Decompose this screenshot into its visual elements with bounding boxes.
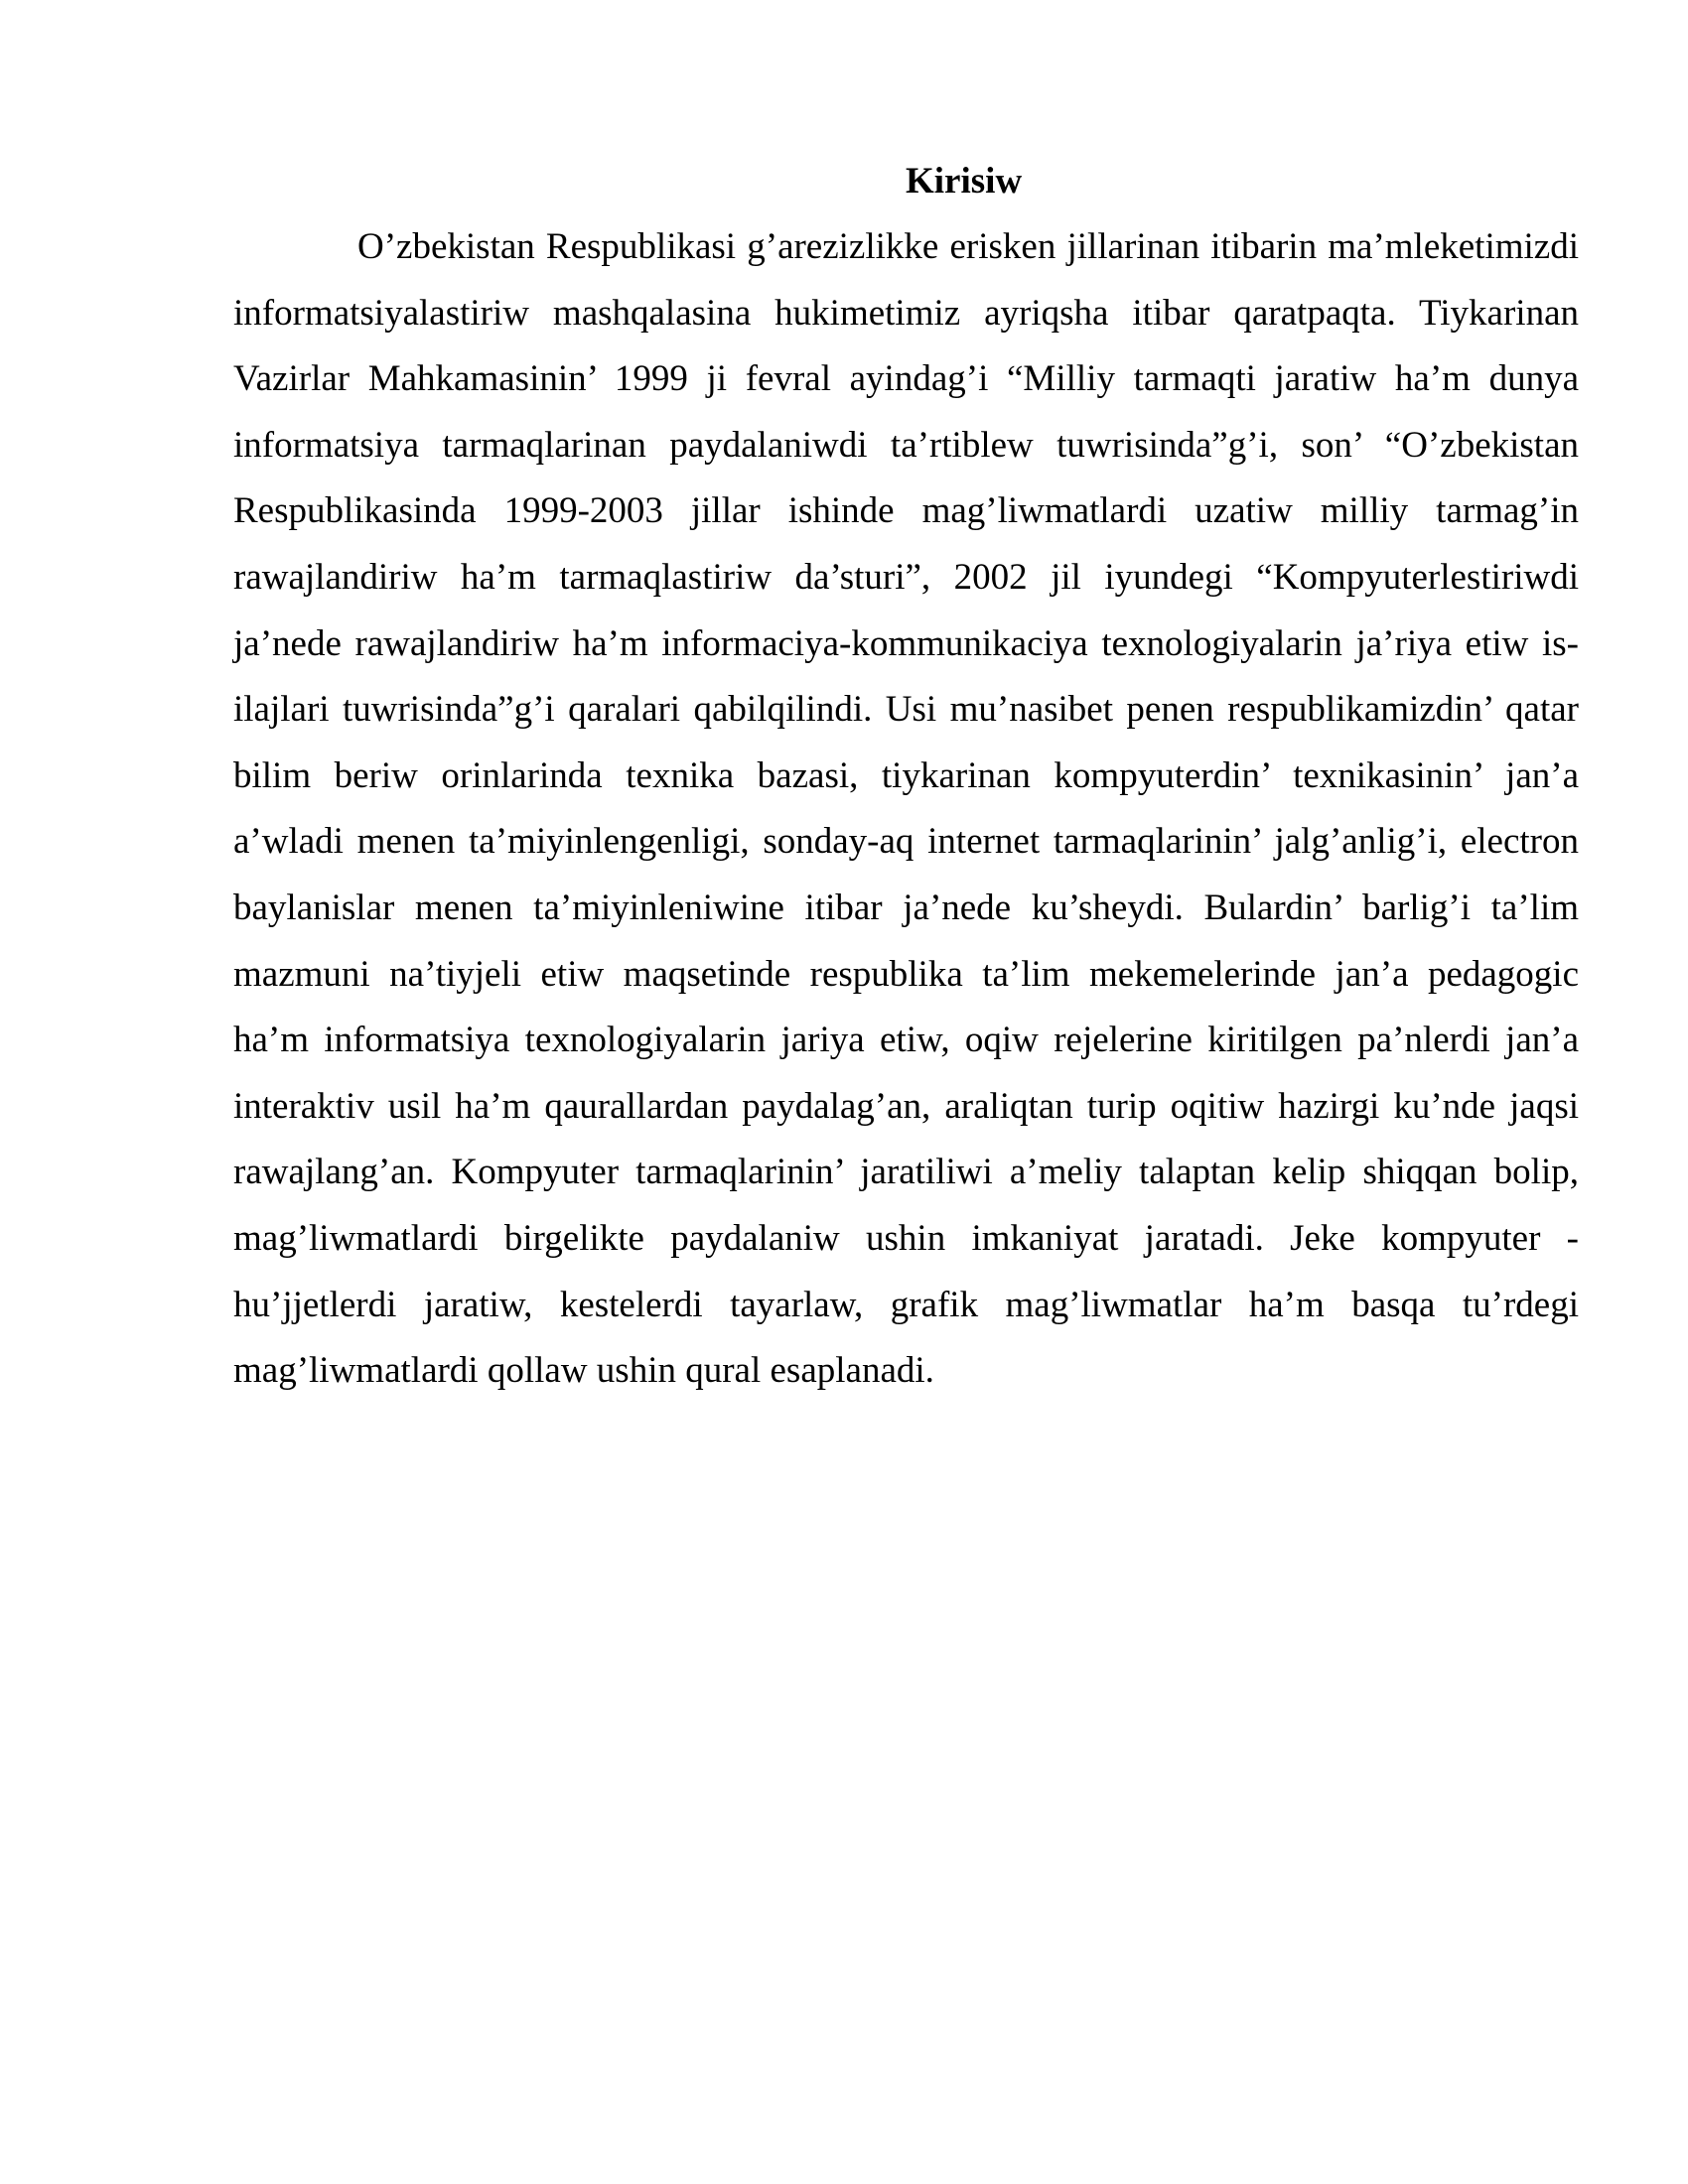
document-title: Kirisiw — [906, 161, 1023, 202]
document-body — [233, 149, 1579, 1405]
body-paragraph: O’zbekistan Respublikasi g’arezizlikke erisken jillarinan itibarin ma’mleketimizdi informatsiyalastiriw mashqalasina hukimetimiz ayriqsha itibar qaratpaqta. Tiykarinan Vazirlar Mahkamasinin’ 1999 ji fevral ayindag’i “Milliy tarmaqti jaratiw ha’m dunya informatsiya tarmaqlarinan paydalaniwdi ta’rtiblew tuwrisinda”g’i, son’ “O’zbekistan Respublikasinda 1999-2003 jillar ishinde mag’liwmatlardi uzatiw milliy tarmag’in rawajlandiriw ha’m tarmaqlastiriw da’sturi”, 2002 jil iyundegi “Kompyuterlestiriwdi ja’nede rawajlandiriw ha’m informaciya-kommunikaciya texnologiyalarin ja’riya etiw is-ilajlari tuwrisinda”g’i qaralari qabilqilindi. Usi mu’nasibet penen respublikamizdin’ qatar bilim beriw orinlarinda texnika bazasi, tiykarinan kompyuterdin’ texnikasinin’ jan’a a’wladi menen ta’miyinlengenligi, sonday-aq internet tarmaqlarinin’ jalg’anlig’i, electron baylanislar menen ta’miyinleniwine itibar ja’nede ku’sheydi. Bulardin’ barlig’i ta’lim mazmuni na’tiyjeli etiw maqsetinde respublika ta’lim mekemelerinde jan’a pedagogic ha’m informatsiya texnologiyalarin jariya etiw, oqiw rejelerine kiritilgen pa’nlerdi jan’a interaktiv usil ha’m qaurallardan paydalag’an, araliqtan turip oqitiw hazirgi ku’nde jaqsi rawajlang’an. Kompyuter tarmaqlarinin’ jaratiliwi a’meliy talaptan kelip shiqqan bolip, mag’liwmatlardi birgelikte paydalaniw ushin imkaniyat jaratadi. Jeke kompyuter - hu’jjetlerdi jaratiw, kestelerdi tayarlaw, grafik mag’liwmatlar ha’m basqa tu’rdegi mag’liwmatlardi qollaw ushin qural esaplanadi. — [233, 226, 1579, 1392]
